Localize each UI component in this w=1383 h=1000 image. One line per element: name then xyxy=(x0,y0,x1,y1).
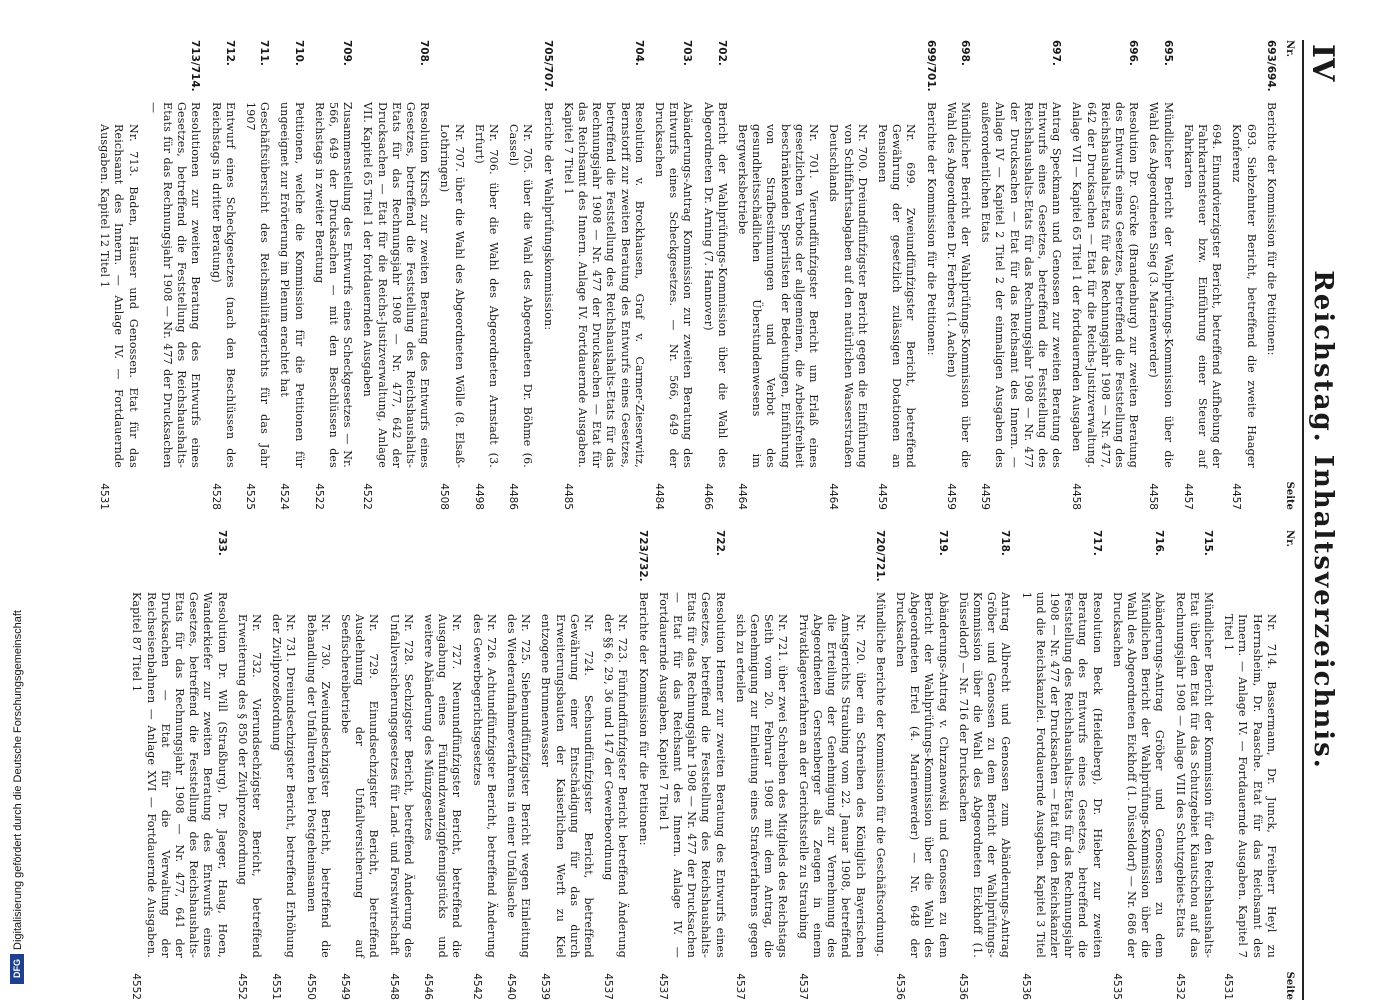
toc-entry xyxy=(1264,40,1278,510)
entry-page: 4540 xyxy=(505,973,518,1000)
digitization-credit xyxy=(8,30,28,990)
entry-number: 708. xyxy=(418,40,431,66)
entry-title: Bericht der Wahlprüfungs-Kommission über die Wahl des Abgeordneten Dr. Arning (7. Hannover) xyxy=(701,102,729,468)
entry-number: 693/694. xyxy=(1264,40,1277,92)
entry-title: Resolution Dr. Will (Straßburg), Dr. Jaeger, Haug, Hoen, Wanderkiefer zur zweiten Beratung des Entwurfs eines Gesetzes, betreffend die Feststellung des Reichshaushalts-Etats für das Rechnungsjahr 1908 — Nr. 477, 641 der Drucksachen — Etat für die Verwaltung der Reichseisenbahnen — Anlage XVI — Fortdauernde Ausgaben. Kapitel 87 Titel 1 xyxy=(130,592,229,958)
entry-page: 4531 xyxy=(98,483,111,510)
entry-page: 4459 xyxy=(944,483,957,510)
entry-page: 4537 xyxy=(796,973,809,1000)
entry-page: 4537 xyxy=(733,973,746,1000)
entry-title: Abänderungs-Antrag Kommission zur zweiten Beratung des Entwurfs eines Scheckgesetzes. — Nr. 566, 649 der Drucksachen xyxy=(653,102,695,468)
toc-entry xyxy=(243,40,271,510)
entry-title: Berichte der Kommission für die Petitionen: xyxy=(636,592,650,846)
entry-page: 4539 xyxy=(539,973,552,1000)
entry-page: 4549 xyxy=(339,973,352,1000)
entry-page: 4528 xyxy=(209,483,222,510)
dfg-logo: DFG xyxy=(10,954,24,984)
entry-number: 720/721. xyxy=(873,530,886,582)
entry-page: 4459 xyxy=(979,483,992,510)
toc-entry xyxy=(235,530,263,1000)
entry-number: 710. xyxy=(292,40,305,66)
rotated-document-page xyxy=(90,40,1340,1000)
entry-number: 702. xyxy=(715,40,728,66)
entry-title: Nr. 724. Sechsundfünfzigster Bericht, betreffend Gewährung einer Entschädigung für das durch Erweiterungsbauten der Kaiserlichen Werft zu Kiel entzogene Brunnenwasser xyxy=(539,614,596,958)
toc-entry xyxy=(1110,530,1167,1000)
entry-page: 4524 xyxy=(278,483,291,510)
entry-page: 4464 xyxy=(827,483,840,510)
entry-page: 4546 xyxy=(422,973,435,1000)
entry-title: Nr. 714. Bassermann, Dr. Junck, Freiherr Heyl zu Herrnsheim, Dr. Paasche. Etat für das Reichsamt des Innern. — Anlage IV. — Fortdauernde Ausgaben. Kapitel 7 Titel 1 xyxy=(1222,614,1278,958)
entry-title: Nr. 728. Sechzigster Bericht, betreffend Änderung des Unfallversicherungsgesetzes für Land- und Forstwirtschaft xyxy=(387,614,415,958)
entry-page: 4525 xyxy=(244,483,256,510)
toc-entry xyxy=(1146,40,1174,510)
entry-title: Berichte der Wahlprüfungskommission: xyxy=(541,102,555,331)
toc-list-left xyxy=(97,40,1278,510)
toc-entry xyxy=(1181,40,1224,510)
entry-number: 695. xyxy=(1161,40,1174,66)
entry-page: 4535 xyxy=(1110,973,1123,1000)
entry-title: Mündliche Berichte der Kommission für die Geschäftsordnung. xyxy=(873,592,887,957)
toc-entry xyxy=(796,530,867,1000)
toc-entry xyxy=(472,40,500,510)
entry-number: 705/707. xyxy=(541,40,554,92)
entry-title: Zusammenstellung des Entwurfs eines Scheckgesetzes — Nr. 566, 649 der Drucksachen — mit den Beschlüssen des Reichstags in zweiter Beratung xyxy=(312,102,355,468)
entry-title: Resolution v. Brockhausen, Graf v. Carmer-Zieserwitz, Bernstorff zur zweiten Beratung des Entwurfs eines Gesetzes, betreffend die Feststellung des Reichshaushalts-Etats für das Rechnungsjahr 1908 — Nr. 477 der Drucksachen — Etat für das Reichsamt des Innern. Anlage IV. Fortdauernde Ausgaben. Kapitel 7 Titel 1 xyxy=(561,102,646,468)
column-header xyxy=(1282,40,1296,510)
toc-entry xyxy=(469,530,497,1000)
entry-page: 4548 xyxy=(387,973,400,1000)
toc-entry xyxy=(277,40,305,510)
entry-page: 4464 xyxy=(736,483,749,510)
entry-title: Nr. 732. Vierundsechzigster Bericht, betreffend Erweiterung des § 850 der Zivilprozeßordnung xyxy=(235,614,263,958)
entry-number: 704. xyxy=(632,40,645,66)
entry-page: 4537 xyxy=(656,973,669,1000)
entry-title: Abänderungs-Antrag Gröber und Genossen zu dem Mündlichen Bericht der Wahlprüfungs-Kommission über die Wahl des Abgeordneten Eickhoff (1. Düsseldorf) — Nr. 686 der Drucksachen xyxy=(1110,592,1167,958)
entry-page: 4542 xyxy=(470,973,483,1000)
entry-title: Nr. 729. Einundsechzigster Bericht, betreffend Ausdehnung der Unfallversicherung auf Seefischereibetriebe xyxy=(339,614,381,958)
entry-page: 4486 xyxy=(507,483,520,510)
toc-entry xyxy=(540,40,554,510)
page-header xyxy=(1302,40,1340,1000)
page-number: IV xyxy=(1305,44,1340,82)
entry-number: 709. xyxy=(341,40,354,66)
entry-number: 697. xyxy=(1050,40,1063,66)
entry-number: 699/701. xyxy=(924,40,937,92)
toc-entry xyxy=(303,530,331,1000)
credit-text: Digitalisierung gefördert durch die Deutsche Forschungsgemeinschaft xyxy=(12,610,24,950)
toc-entry xyxy=(700,40,728,510)
toc-entry xyxy=(561,40,646,510)
entry-title: Mündlicher Bericht der Wahlprüfungs-Kommission über die Wahl des Abgeordneten Dr. Ferbers (1. Aachen) xyxy=(944,102,972,468)
entry-title: Nr. 707. über die Wahl des Abgeordneten Wölle (8. Elsaß-Lothringen) xyxy=(438,124,466,468)
entry-page: 4537 xyxy=(602,973,615,1000)
toc-entry xyxy=(97,40,140,510)
toc-entry xyxy=(923,40,937,510)
toc-entry xyxy=(956,530,1013,1000)
toc-entry xyxy=(146,40,203,510)
entry-title: Petitionen, welche die Kommission für die Petitionen für ungeeignet zur Erörterung im Plenum erachtet hat xyxy=(278,102,306,468)
entry-number: 715. xyxy=(1201,530,1214,556)
toc-entry xyxy=(944,40,972,510)
toc-entry xyxy=(652,40,695,510)
toc-list-right xyxy=(129,530,1278,1000)
entry-number: 713/714. xyxy=(189,40,202,92)
toc-entry xyxy=(129,530,228,1000)
entry-number: 723/732. xyxy=(636,530,649,582)
entry-title: Nr. 713. Baden, Häuser und Genossen. Etat für das Reichsamt des Innern. — Anlage IV. — Fortdauernde Ausgaben. Kapitel 12 Titel 1 xyxy=(98,124,140,468)
toc-entry xyxy=(269,530,297,1000)
toc-entry xyxy=(421,530,464,1000)
toc-entry xyxy=(1018,530,1103,1000)
entry-title: Mündlicher Bericht der Wahlprüfungs-Kommission über die Wahl des Abgeordneten Sieg (3. Marienwerder) xyxy=(1147,102,1175,468)
entry-page: 4531 xyxy=(1222,973,1235,1000)
entry-page: 4532 xyxy=(1173,973,1186,1000)
nr-column-label: Nr. xyxy=(1284,40,1295,57)
entry-title: Antrag Speckmann und Genossen zur zweiten Beratung des Entwurfs eines Gesetzes, betreffend die Feststellung des Reichshaushalts-Etats für das Rechnungsjahr 1908 — Nr. 477 der Drucksachen — Etat für das Reichsamt des Innern. — Anlage IV — Kapitel 2 Titel 2 der einmaligen Ausgaben des außerordentlichen Etats xyxy=(979,102,1064,468)
entry-number: 719. xyxy=(936,530,949,556)
entry-title: Nr. 701. Vierundfünfzigster Bericht um Erlaß eines gesetzlichen Verbots der allgemeinen, die Arbeitsfreiheit beschränkenden Sperrlisten der Bedeutungen, Einführung von Strafbestimmungen und Verbot des gesundheitsschädlichen Überstundenwesens im Bergwerksbetriebe xyxy=(736,124,821,468)
entry-number: 711. xyxy=(258,40,271,66)
toc-entry xyxy=(338,530,381,1000)
toc-entry xyxy=(437,40,465,510)
toc-entry xyxy=(1229,40,1257,510)
entry-title: Resolutionen zur zweiten Beratung des Entwurfs eines Gesetzes, betreffend die Feststellung des Reichshaushalts-Etats für das Rechnungsjahr 1908 — Nr. 477 der Drucksachen — xyxy=(146,102,203,468)
entry-page: 4536 xyxy=(956,973,969,1000)
entry-title: Nr. 730. Zweiundsechzigster Bericht, betreffend die Behandlung der Unfallrenten bei Postgeheimsamen xyxy=(304,614,332,958)
entry-number: 696. xyxy=(1127,40,1140,66)
entry-page: 4522 xyxy=(361,483,374,510)
toc-entry xyxy=(826,40,869,510)
entry-number: 703. xyxy=(681,40,694,66)
toc-entry xyxy=(601,530,629,1000)
entry-title: Antrag Albrecht und Genossen zum Abänderungs-Antrag Gröber und Genossen zu dem Bericht der Wahlprüfungs-Kommission über die Wahl des Abgeordneten Eickhoff (1. Düsseldorf) — Nr. 716 der Drucksachen xyxy=(956,592,1013,958)
entry-title: Resolution Henner zur zweiten Beratung des Entwurfs eines Gesetzes, betreffend die Feststellung des Reichshaushalts-Etats für das Rechnungsjahr 1908 — Nr. 477 der Drucksachen — Etat für das Reichsamt des Innern. Anlage IV. — Fortdauernde Ausgaben. Kapitel 7 Titel 1 xyxy=(656,592,727,958)
entry-title: Mündlicher Bericht der Kommission für den Reichshaushalts-Etat über den Etat für das Schutzgebiet Kiautschou auf das Rechnungsjahr 1908 — Anlage VIII des Schutzgebiets-Etats xyxy=(1173,592,1215,958)
toc-entry xyxy=(1069,40,1140,510)
entry-page: 4457 xyxy=(1230,483,1243,510)
seite-column-label: Seite xyxy=(1284,971,1295,1000)
entry-title: 693. Siebzehnter Bericht, betreffend die zweite Haager Konferenz xyxy=(1230,124,1258,468)
toc-entry xyxy=(504,530,532,1000)
seite-column-label: Seite xyxy=(1284,481,1295,510)
entry-title: Nr. 721. über zwei Schreiben des Mitglieds des Reichstags Seith vom 20. Februar 1908 mit dem Antrag, die Genehmigung zur Einleitung eines Strafverfahrens gegen sich zu erteilen xyxy=(733,614,790,958)
entry-page: 4551 xyxy=(270,973,283,1000)
toc-entry xyxy=(208,40,236,510)
entry-title: Geschäftsübersicht des Reichsmilitärgerichts für das Jahr 1907 xyxy=(244,102,272,468)
entry-title: Nr. 726. Achtundfünfzigster Bericht, betreffend Änderung des Gewerbegerichtsgesetzes xyxy=(470,614,498,958)
entry-number: 722. xyxy=(713,530,726,556)
entry-page: 4458 xyxy=(1070,483,1083,510)
entry-title: 694. Einundvierzigster Bericht, betreffend Aufhebung der Fahrkartensteuer bzw. Einführung einer Steuer auf Fahrkarten xyxy=(1181,124,1224,468)
entry-title: Nr. 700. Dreiundfünfzigster Bericht gegen die Einführung von Schiffahrtsabgaben auf den natürlichen Wasserstraßen Deutschlands xyxy=(827,124,869,468)
entry-page: 4536 xyxy=(893,973,906,1000)
entry-number: 712. xyxy=(223,40,236,66)
entry-page: 4508 xyxy=(438,483,451,510)
entry-page: 4550 xyxy=(304,973,317,1000)
toc-entry xyxy=(733,530,790,1000)
entry-title: Resolution Beck (Heidelberg), Dr. Hieber zur zweiten Beratung des Entwurfs eines Gesetzes, betreffend die Feststellung des Reichshaushalts-Etats für das Rechnungsjahr 1908 — Nr. 477 der Drucksachen — Etat für den Reichskanzler und die Reichskanzlei. Fortdauernde Ausgaben. Kapitel 3 Titel 1 xyxy=(1019,592,1104,958)
entry-number: 718. xyxy=(999,530,1012,556)
toc-entry xyxy=(1172,530,1215,1000)
entry-title: Entwurf eines Scheckgesetzes (nach den Beschlüssen des Reichstags in dritter Beratung) xyxy=(209,102,237,468)
entry-number: 717. xyxy=(1090,530,1103,556)
entry-title: Resolution Dr. Görcke (Brandenburg) zur zweiten Beratung des Entwurfs eines Gesetzes, betreffend die Feststellung des Reichshaushalts-Etats für das Rechnungsjahr 1908 — Nr. 477, 642 der Drucksachen — Etat für die Reichs-Justizverwaltung. Anlage VII — Kapitel 65 Titel 1 der fortdauernden Ausgaben xyxy=(1070,102,1141,468)
toc-entry xyxy=(506,40,534,510)
entry-page: 4536 xyxy=(1019,973,1032,1000)
nr-column-label: Nr. xyxy=(1284,530,1295,547)
toc-entry xyxy=(312,40,355,510)
entry-number: 716. xyxy=(1153,530,1166,556)
entry-title: Nr. 706. über die Wahl des Abgeordneten Arnstadt (3. Erfurt) xyxy=(472,124,501,468)
toc-entry xyxy=(656,530,727,1000)
column-header xyxy=(1282,530,1296,1000)
entry-title: Resolution Kirsch zur zweiten Beratung des Entwurfs eines Gesetzes, betreffend die Feststellung des Reichshaushalts-Etats für das Rechnungsjahr 1908 — Nr. 477, 642 der Drucksachen — Etat für die Reichs-Justizverwaltung, Anlage VII. Kapitel 65 Titel 1 der fortdauernden Ausgaben xyxy=(361,102,432,468)
entry-title: Nr. 720. über ein Schreiben des Königlich Bayerischen Amtsgerichts Straubing vom 22. Januar 1908, betreffend die Erteilung der Genehmigung zur Vernehmung des Abgeordneten Gerstenberger als Zeugen in einem Privatklageverfahren an der Gerichtsstelle zu Straubing xyxy=(796,614,867,958)
entry-page: 4484 xyxy=(653,483,666,510)
entry-title: Nr. 731. Dreiundsechzigster Bericht, betreffend Erhöhung der Zivilprozeßordnung xyxy=(270,614,298,958)
entry-page: 4466 xyxy=(701,483,714,510)
entry-title: Nr. 699. Zweiundfünfzigster Bericht, betreffend Gewährung der gesetzlich zulässigen Dotationen an Pensionen xyxy=(875,124,918,468)
entry-title: Berichte der Kommission für die Petitionen: xyxy=(924,102,938,356)
entry-title: Nr. 723. Fünfundfünfzigster Bericht betreffend Änderung der §§ 6, 29, 36 und 147 der Gewerbeordnung xyxy=(602,614,630,958)
entry-page: 4459 xyxy=(875,483,888,510)
toc-entry xyxy=(893,530,950,1000)
toc-column-left xyxy=(96,40,1296,510)
toc-entry xyxy=(538,530,595,1000)
toc-entry xyxy=(735,40,820,510)
entry-title: Berichte der Kommission für die Petitionen: xyxy=(1264,102,1278,356)
entry-page: 4522 xyxy=(312,483,325,510)
entry-title: Nr. 727. Neunundfünfzigster Bericht, betreffend die Ausgabung eines Fünfundzwanzigpfennigstücks und weitere Abänderung des Münzgesetzes xyxy=(422,614,464,958)
entry-title: Nr. 725. Siebenundfünfzigster Bericht wegen Einleitung des Wiederaufnahmeverfahrens in einer Unfallsache xyxy=(505,614,533,958)
page-title: Reichstag. Inhaltsverzeichnis. xyxy=(1308,270,1338,770)
toc-entry xyxy=(386,530,414,1000)
entry-page: 4552 xyxy=(235,973,248,1000)
toc-entry xyxy=(360,40,431,510)
entry-page: 4457 xyxy=(1181,483,1194,510)
entry-page: 4458 xyxy=(1147,483,1160,510)
entry-number: 698. xyxy=(958,40,971,66)
entry-page: 4498 xyxy=(472,483,485,510)
entry-title: Abänderungs-Antrag v. Chrzanowski und Genossen zu dem Bericht der Wahlprüfungs-Kommission über die Wahl des Abgeordneten Ertel (4. Marienwerder) — Nr. 648 der Drucksachen xyxy=(893,592,950,958)
entry-page: 4485 xyxy=(561,483,574,510)
entry-page: 4552 xyxy=(130,973,143,1000)
toc-entry xyxy=(978,40,1063,510)
toc-entry xyxy=(1221,530,1278,1000)
entry-title: Nr. 705. über die Wahl des Abgeordneten Dr. Böhme (6. Cassel) xyxy=(507,124,535,468)
toc-entry xyxy=(873,530,887,1000)
entry-number: 733. xyxy=(215,530,228,556)
toc-entry xyxy=(875,40,918,510)
toc-entry xyxy=(635,530,649,1000)
toc-column-right xyxy=(96,530,1296,1000)
